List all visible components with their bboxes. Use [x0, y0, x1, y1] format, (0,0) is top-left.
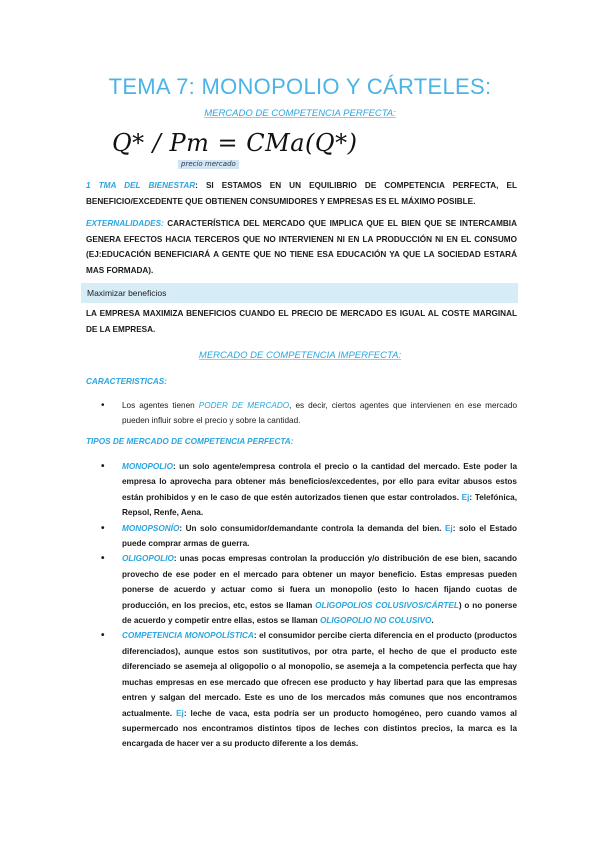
heading-competencia-perfecta: MERCADO DE COMPETENCIA PERFECTA: — [204, 108, 396, 119]
term: MONOPOLIO — [122, 462, 173, 471]
list-item-competencia-monopolistica — [86, 628, 517, 751]
term: OLIGOPOLIO — [122, 554, 174, 564]
heading-colon: : — [398, 350, 402, 361]
text: : Telefónica, Repsol, Renfe, Aena. — [122, 492, 517, 518]
term: OLIGOPOLIOS COLUSIVOS/CÁRTEL — [315, 600, 459, 610]
ej-label: Ej — [176, 708, 184, 718]
externalidades-label: EXTERNALIDADES: — [86, 219, 164, 228]
handwritten-formula — [112, 128, 358, 176]
text: : unas pocas empresas controlan la producción y/o distribución de ese bien, sacando provecho de ese poder en el mercado para obtener un mayor beneficio. Estas empresas pueden ponerse de acuerdo y actuar como si fuera un monopolio (esto lo hacen fijando cuotas de producción, en los precios, etc, estos se llaman — [122, 554, 517, 610]
text: : solo el Estado puede comprar armas de guerra. — [122, 523, 517, 549]
heading-competencia-imperfecta — [0, 350, 600, 361]
text: : un solo agente/empresa controla el precio o la cantidad del mercado. Este poder la empresa lo aprovecha para obtener más beneficios/excedentes, por ello para evitar abusos estos están prohibidos y en le caso de que estén autorizados tienen que estar controlados. — [122, 462, 517, 502]
term: COMPETENCIA MONOPOLÍSTICA — [122, 631, 254, 641]
formula-note: precio mercado — [178, 160, 239, 169]
bienestar-text: : SI ESTAMOS EN UN EQUILIBRIO DE COMPETENCIA PERFECTA, EL BENEFICIO/EXCEDENTE QUE OBTIENEN CONSUMIDORES Y EMPRESAS ES EL MÁXIMO POSIBLE. — [86, 181, 517, 206]
list-item-monopolio — [86, 459, 517, 521]
term: MONOPSONÍO — [122, 523, 180, 533]
list-item — [86, 398, 517, 429]
list-item-oligopolio — [86, 551, 517, 628]
text: : el consumidor percibe cierta diferencia en el producto (productos diferenciados), aunque estos son sustitutivos, por otra parte, el hecho de que el producto este diferenciado se asemeja al oligopolio o al monopolio, se asemeja a la competencia perfecta que hay muchas empresas en ese mercado que ofrecen ese producto y hay libertad para que las empresas entren y salgan del mercado. Este es uno de los mercados más comunes que nos encontramos actualmente. — [122, 631, 518, 718]
externalidades-text: CARACTERÍSTICA DEL MERCADO QUE IMPLICA QUE EL BIEN QUE SE INTERCAMBIA GENERA EFECTOS HACIA TERCEROS QUE NO INTERVIENEN NI EN LA PRODUCCIÓN NI EN EL CONSUMO (EJ:EDUCACIÓN BENEFICIARÁ A GENTE QUE NO TIENE ESA EDUCACIÓN YA QUE LA SOCIEDAD ESTARÁ MAS FORMADA). — [86, 219, 517, 275]
section-band-maximizar: Maximizar beneficios — [81, 283, 518, 303]
caracteristicas-label: CARACTERISTICAS: — [86, 377, 167, 386]
text: . — [431, 616, 434, 626]
formula-text: Q* / Pm = CMa(Q*) — [112, 129, 358, 157]
caracteristicas-list — [86, 398, 517, 429]
text: , es decir, ciertos agentes que intervienen en ese mercado pueden influir sobre el precio y sobre la cantidad. — [122, 401, 518, 426]
heading-text: MERCADO DE COMPETENCIA IMPERFECTA — [198, 350, 399, 361]
list-item-monopsonio — [86, 521, 517, 552]
bienestar-paragraph — [86, 178, 517, 209]
term: OLIGOPOLIO NO COLUSIVO — [319, 616, 432, 626]
text: ) o no ponerse de acuerdo y competir entre ellas, estos se llaman — [122, 600, 517, 626]
text: : leche de vaca, esta podría ser un producto homogéneo, pero cuando vamos al supermercado nos encontramos distintos tipos de leches con distintos precios, la marca es la encargada de hacer ver a su producto diferente a los demás. — [122, 708, 518, 749]
tipos-label: TIPOS DE MERCADO DE COMPETENCIA PERFECTA: — [86, 437, 294, 446]
ej-label: Ej — [444, 523, 453, 533]
text: Los agentes tienen — [122, 401, 199, 410]
page-title: TEMA 7: MONOPOLIO Y CÁRTELES: — [108, 74, 492, 99]
term: PODER DE MERCADO — [198, 401, 290, 410]
bienestar-label: 1 TMA DEL BIENESTAR — [86, 181, 196, 190]
text: : Un solo consumidor/demandante controla la demanda del bien. — [179, 523, 445, 533]
externalidades-paragraph — [86, 216, 517, 278]
ej-label: Ej — [461, 492, 470, 502]
maximizar-paragraph: LA EMPRESA MAXIMIZA BENEFICIOS CUANDO EL PRECIO DE MERCADO ES IGUAL AL COSTE MARGINAL DE LA EMPRESA. — [86, 309, 517, 334]
tipos-list — [86, 459, 517, 752]
